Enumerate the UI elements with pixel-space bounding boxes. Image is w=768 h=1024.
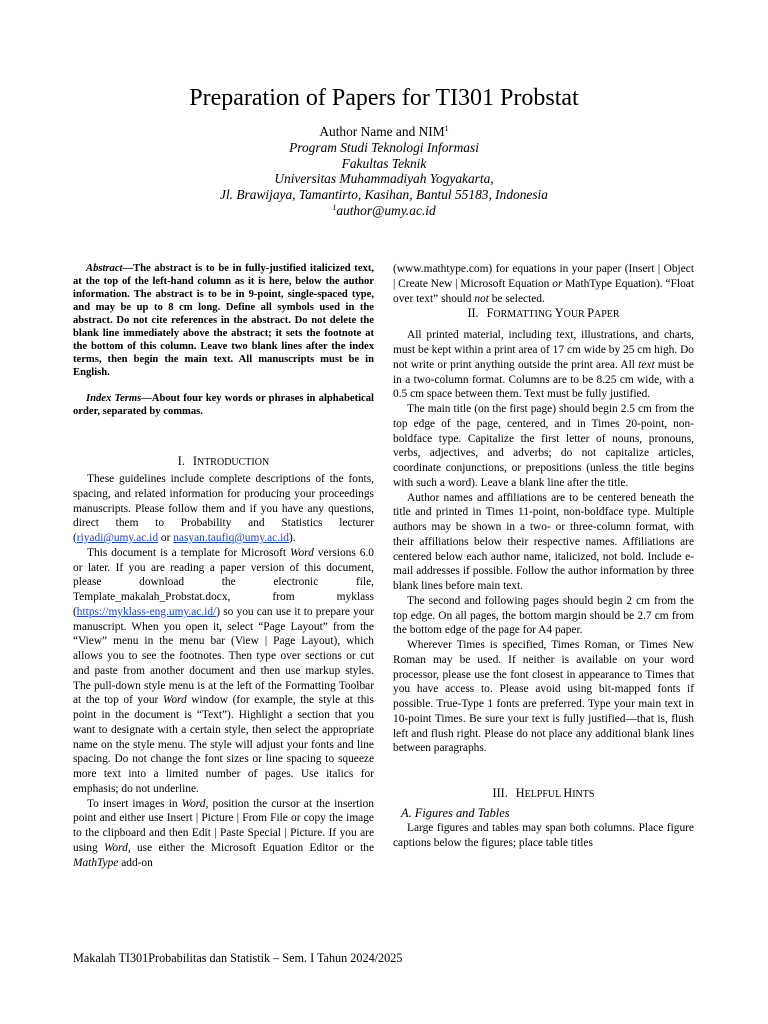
- author-university: Universitas Muhammadiyah Yogyakarta,: [274, 171, 494, 187]
- author-program: Program Studi Teknologi Informasi: [289, 139, 479, 155]
- formatting-paragraph-3: Author names and affiliations are to be centered beneath the title and printed in Times 11-point, non-boldface type. Multiple authors may be shown in a two- or three-column format, with their affiliations below their respective names. Affiliations are centered below each author name, italicized, not bold. Include e-mail addresses if possible. Follow the author information by three blank lines before main text.: [393, 491, 694, 592]
- intro-paragraph-3: To insert images in Word, position the cursor at the insertion point and either use Insert | Picture | From File or copy the image to the clipboard and then Edit | Paste Special | Picture. If you are using Word, use either the Microsoft Equation Editor or the MathType add-on: [73, 797, 375, 869]
- author-address: Jl. Brawijaya, Tamantirto, Kasihan, Bantul 55183, Indonesia: [220, 187, 548, 203]
- subsection-heading-figures: A. Figures and Tables: [401, 806, 510, 820]
- myklass-link[interactable]: https://myklass-eng.umy.ac.id/: [76, 605, 217, 618]
- hints-paragraph-1: Large figures and tables may span both columns. Place figure captions below the figures; place table titles: [393, 822, 694, 849]
- right-column: [393, 262, 694, 851]
- formatting-paragraph-1: All printed material, including text, illustrations, and charts, must be kept within a print area of 17 cm wide by 25 cm high. Do not write or print anything outside the print area. All text must be in a two-column format. Columns are to be 8.25 cm wide, with a 0.5 cm space between them. Text must be fully justified.: [393, 329, 694, 401]
- email-link-riyadi[interactable]: riyadi@umy.ac.id: [76, 532, 159, 544]
- left-column: [73, 262, 374, 870]
- intro-paragraph-1: These guidelines include complete descriptions of the fonts, spacing, and related information for producing your proceedings manuscripts. Please follow them and if you have any questions, direct them to Probability and Statistics lecturer (riyadi@umy.ac.id or nasyan.taufiq@umy.ac.id).: [73, 473, 374, 544]
- paper-title: Preparation of Papers for TI301 Probstat: [189, 85, 579, 111]
- author-block: [0, 124, 768, 219]
- section-heading-introduction: I. INTRODUCTION: [177, 454, 270, 468]
- formatting-paragraph-4: The second and following pages should begin 2 cm from the top edge. On all pages, the bottom margin should be 2.7 cm from the bottom edge of the page for A4 paper.: [393, 594, 694, 637]
- page-footer: Makalah TI301Probabilitas dan Statistik – Sem. I Tahun 2024/2025: [73, 951, 403, 965]
- email-link-nasyan[interactable]: nasyan.taufiq@umy.ac.id: [173, 532, 289, 544]
- formatting-paragraph-2: The main title (on the first page) should begin 2.5 cm from the top edge of the page, centered, and in Times 20-point, non-boldface type. Capitalize the first letter of nouns, pronouns, verbs, adjectives, and adverbs; do not capitalize articles, coordinate conjunctions, or prepositions (unless the title begins with such a word). Leave a blank line after the title.: [393, 403, 694, 489]
- section-heading-helpful-hints: III. HELPFUL HINTS: [492, 786, 595, 800]
- section-heading-formatting: II. FORMATTING YOUR PAPER: [467, 306, 620, 321]
- intro-paragraph-2: This document is a template for Microsoft Word versions 6.0 or later. If you are reading a paper version of this document, please download the electronic file, Template_makalah_Probstat.docx, from myklass (https://myklass-eng.umy.ac.id/) so you can use it to prepare your manuscript. When you open it, select “Page Layout” from the “View” menu in the menu bar (View | Page Layout), which allows you to see the footnotes. Then type over sections or cut and paste from another document and then use markup styles. The pull-down style menu is at the left of the Formatting Toolbar at the top of your Word window (for example, the style at this point in the document is “Text”). Highlight a section that you want to designate with a certain style, then select the appropriate name on the style menu. The style will adjust your fonts and line spacing. Do not change the font sizes or line spacing to squeeze more text into a limited number of pages. Use italics for emphasis; do not underline.: [73, 546, 374, 795]
- abstract: Abstract—The abstract is to be in fully-justified italicized text, at the top of the left-hand column as it is here, below the author information. The abstract is to be in 9-point, single-spaced type, and may be up to 8 cm long. Define all symbols used in the abstract. Do not cite references in the abstract. Do not delete the blank line immediately above the abstract; it sets the footnote at the bottom of this column. Leave two blank lines after the index terms, then begin the main text. All manuscripts must be in English.: [73, 263, 374, 378]
- formatting-paragraph-5: Wherever Times is specified, Times Roman, or Times New Roman may be used. If neither is available on your word processor, please use the font closest in appearance to Times that you have access to. Please avoid using bit-mapped fonts if possible. True-Type 1 fonts are preferred. Type your main text in 10-point Times. Be sure your text is fully justified—that is, flush left and flush right. Please do not place any additional blank lines between paragraphs.: [393, 639, 694, 755]
- author-name: Author Name and NIM$^1$: [319, 124, 449, 139]
- equation-paragraph-continued: (www.mathtype.com) for equations in your paper (Insert | Object | Create New | Microsoft Equation or MathType Equation). “Float over text” should not be selected.: [393, 263, 694, 305]
- index-terms: Index Terms—About four key words or phrases in alphabetical order, separated by commas.: [73, 393, 374, 417]
- author-email: $^1$author@umy.ac.id: [332, 202, 436, 218]
- author-faculty: Fakultas Teknik: [341, 155, 427, 171]
